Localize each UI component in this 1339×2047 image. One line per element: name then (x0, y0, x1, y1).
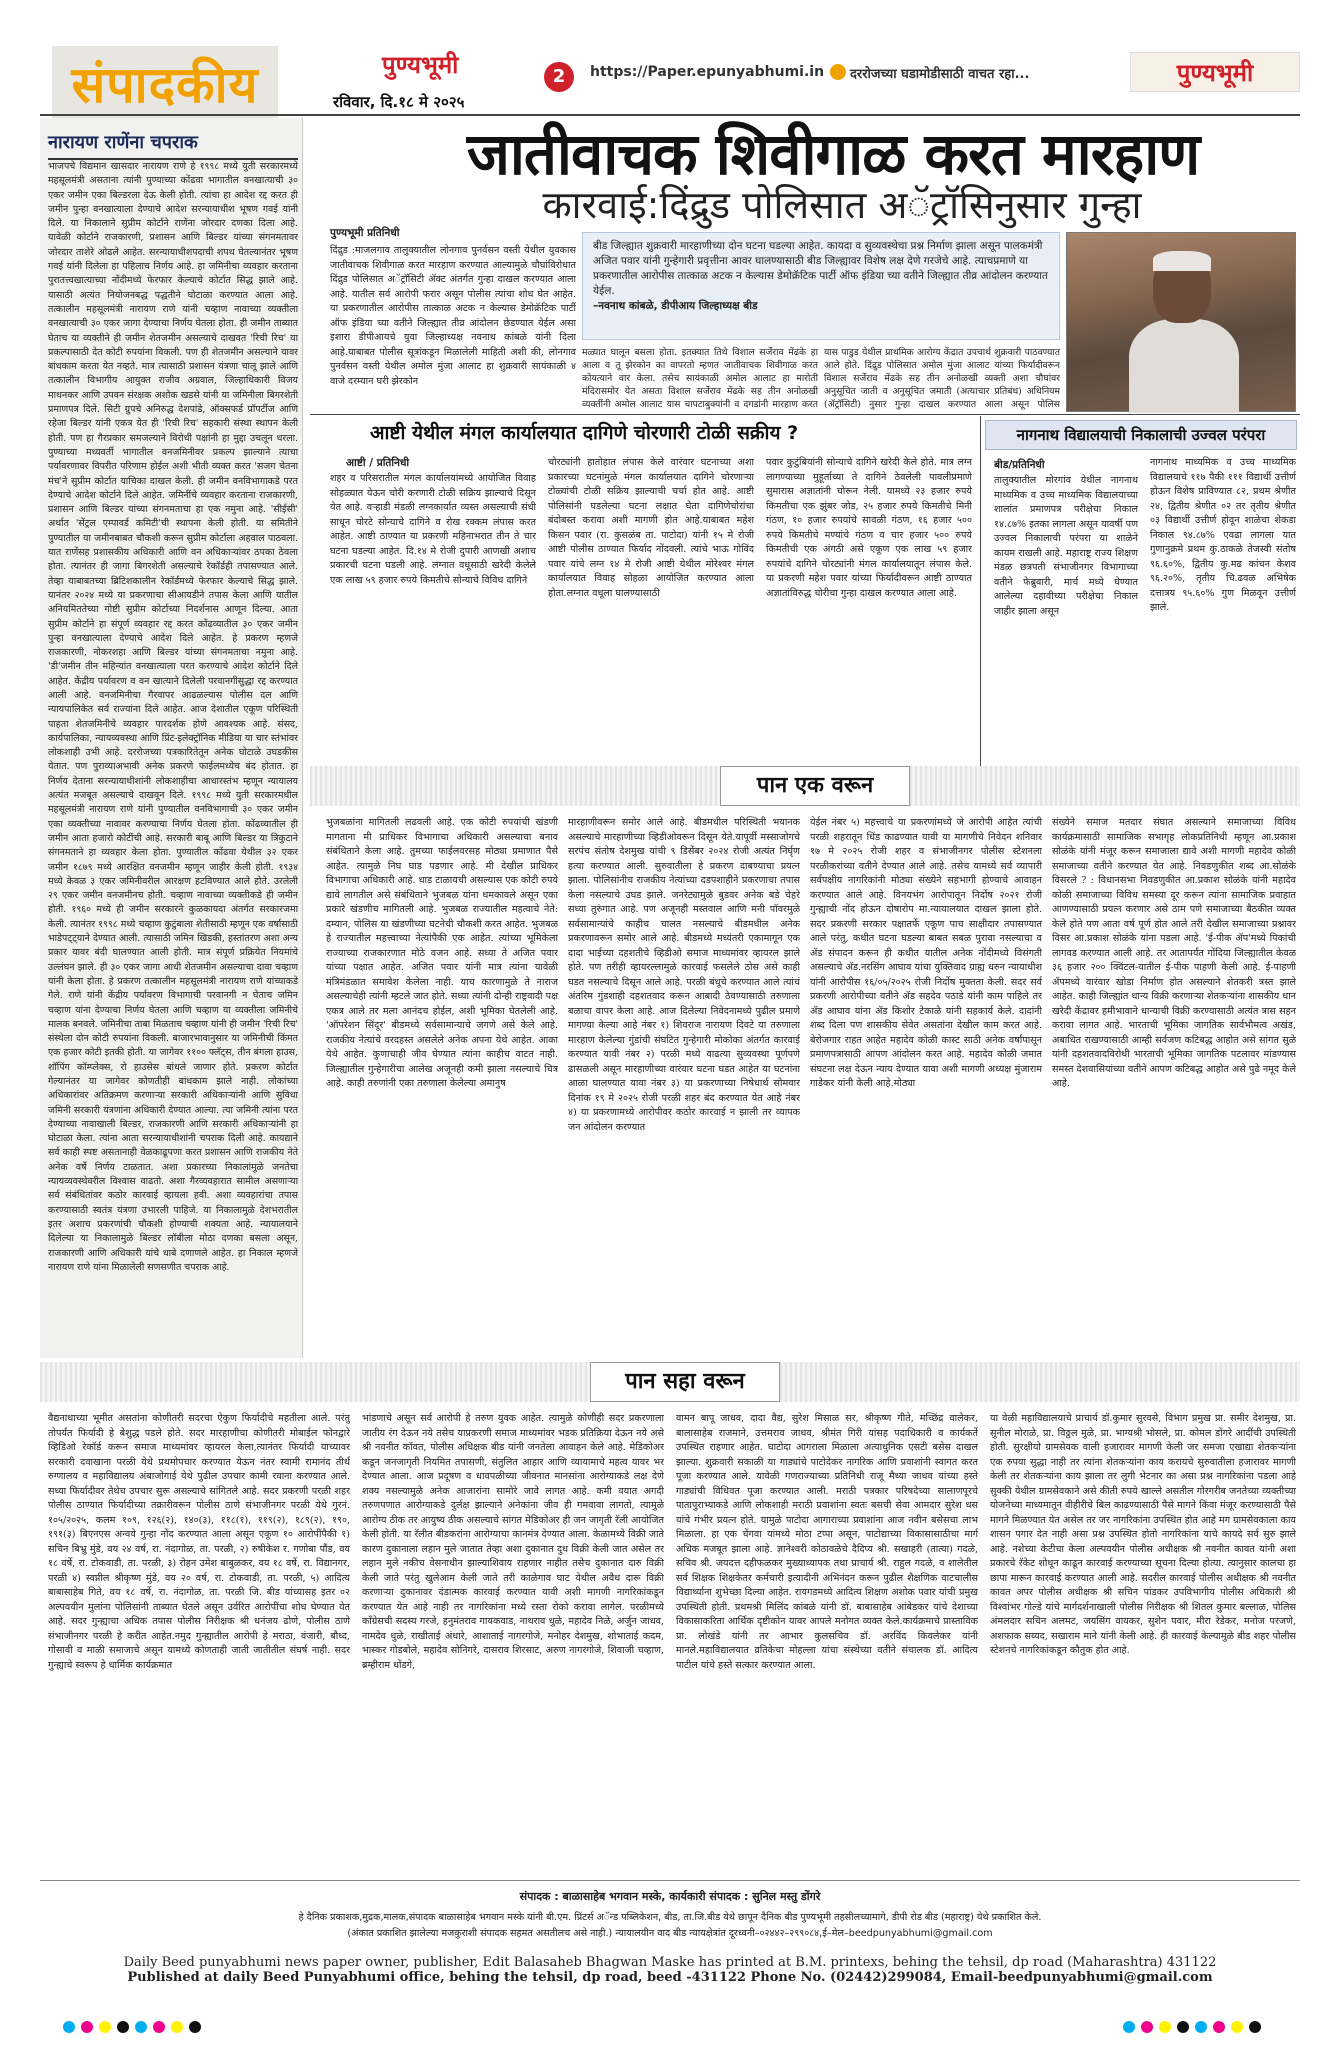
lead-byline: पुण्यभूमी प्रतिनिधी (330, 227, 400, 239)
story3-headline: नागनाथ विद्यालयाची निकालाची उज्वल परंपरा (985, 420, 1297, 450)
lead-subheadline: कारवाई:दिंद्रुड पोलिसात अॅट्रॉसिनुसार गुन्हा (542, 183, 1142, 227)
lead-highlight-box (582, 232, 1060, 340)
issue-date: रविवार, दि.१८ मे २०२५ (333, 93, 465, 111)
story3-col-2: नागनाथ माध्यमिक व उच्च माध्यमिक विद्यालयाचे ११७ पैकी १११ विद्यार्थी उत्तीर्ण होऊन विशेष प्राविण्यात ८२, प्रथम श्रेणीत २४, द्वितीय श्रेणीत ०२ तर तृतीय श्रेणीत ०३ विद्यार्थी उत्तीर्ण होवून शाळेचा शेकडा निकाल ९४.८७% एवढा लागला यात गुणानुक्रमे प्रथम कु.ठाकळे तेजस्वी संतोष ९६.६०%, द्वितीय कु.मढ कांचन केशव ९६.२०%, तृतीय चि.ढवळ अभिषेक दत्तात्रय ९५.६०% गुण मिळवून उत्तीर्ण झाले. (1150, 457, 1296, 613)
english-imprint-2: Published at daily Beed Punyabhumi office, behing the tehsil, dp road, beed -431122 Phone No. (02442)299084, Email-beedpunyabhumi@gmail.com (127, 1970, 1213, 1985)
story2-byline: आष्टी / प्रतिनिधी (346, 457, 410, 469)
jump1-col-4: संख्येने समाज मतदार संघात असल्याने समाजाच्या विविध कार्यक्रमासाठी सामाजिक सभागृह लोकप्रतिनिधी म्हणून आ.प्रकाश सोळंके यांनी मंजूर करून समाजाला द्यावे अशी मागणी महादेव कोळी समाजाच्या वतीने करण्यात येत आहे. निवडणुकीत शब्द आ.सोळंके विसरले ? : विधानसभा निवडणुकीत आ.प्रकाश सोळंके यांनी महादेव कोळी समाजाच्या विविध समस्या दूर करून त्यांना सामाजिक प्रवाहात आणण्यासाठी प्रयत्न करणार असे ठाम पणे समाजाच्या बैठकीत व्यक्त केले होते पण आता वर्ष पूर्ण होत आले तरी देखील समाजाच्या प्रश्नावर विसर आ.प्रकाश सोळंके यांना पडला आहे. 'ई-पीक ॲप'मध्ये पिकांची लागवड करण्यात आली आहे. तर आतापर्यंत गोंदिया जिल्ह्यातील केवळ ३६ हजार २०० क्विंटल-यातील ई-पीक पाहणी केली आहे. ई-पाहणी ॲपमध्ये वारंवार खोडा निर्माण होत असल्याने शेतकरी त्रस्त झाले आहेत. काही जिल्ह्यांत धान्य विक्री करणाऱ्या शेतकऱ्यांना शासकीय धान खरेदी केंद्रावर हमीभावाने धान्याची विक्री करण्यासाठी अत्यंत त्रास सहन करावा लागत आहे. भारताची भूमिका जागतिक सार्वभौमत्व अखंड, अबाधित राखण्यासाठी आम्ही सर्वजण कटिबद्ध आहोत असे सांगत सुळे यांनी दहशतवादविरोधी भारताची भूमिका जागतिक पटलावर मांडण्यास समस्त देशवासियांच्या वतीने आपण कटिबद्ध आहोत असे पुढे नमूद केले आहे. (1052, 817, 1296, 1089)
page-number: 2 (544, 62, 574, 92)
jump2-col-3: वामन बापू जाधव, दादा वैद्य, सुरेश मिसाळ सर, श्रीकृष्ण गीते, मच्छिंद्र वालेकर, बालासाहेब राजमाने, उत्तमराव जाधव, श्रीमंत गिरी यांसह पदाधिकारी व कार्यकर्ते उपस्थित राहणार आहेत. घाटोदा आगराला मिळाला अत्याधुनिक एसटी बसेस दाखल झाल्या. शुक्रवारी सकाळी या गाड्यांचे पाटोदेकर नागरिक आणि प्रवाशांनी स्वागत करत पूजा करण्यात आले. यावेळी गणराज्याच्या प्रतिनिधी राजू मैथ्या जाधव यांच्या हस्ते गाड्यांची विधिवत पूजा करण्यात आली. मराठी पत्रकार परिषदेच्या सालाणपूरचे पातापुराभ्याकडे आणि लोकशाही मराठी प्रवाशांना स्वतः बसची सेवा आमदार सुरेश धस यांचे गंभीर प्रयत्न होते. यामुळे पाटोदा आगाराच्या प्रवाशांना आज नवीन बसेसचा लाभ मिळाला. हा एक चेंगवा यांमध्ये मोठा टप्पा असून, पाटोद्याच्या विकासासाठीचा मार्ग अधिक मजबूत झाला आहे. ज्ञानेश्वरी कोठावळेचे दैदिप्य श्री. सखाहरी (तात्या) गदळे, सचिव श्री. जयदत्त दहीफळकर मुख्याध्यापक तथा प्राचार्य श्री. राहुल गदळे, व शालेतील सर्व शिक्षक शिक्षकेतर कर्मचारी इत्यादीनी अभिनंदन करून पुढील शैक्षणिक वाटचालीस विद्यार्थ्याना शुभेच्छा दिल्या आहेत. रायगडमध्ये आदित्य शिक्षण अशोक पवार यांची प्रमुख उपस्थिती होती. प्रथमश्री मिलिंद कांबळे यांनी डॉ. बाबासाहेब आंबेडकर यांचे देशाच्या विकासाकरिता आर्थिक दृष्टीकोन यावर आपले मनोगत व्यक्त केले.कार्यक्रमाचे प्रास्ताविक प्रा. लोखंडे यांनी तर आभार कुलसचिव डॉ. अरविंद किवलेकर यांनी मानले.महाविद्यालयात व्रतिकेचा मोहल्ला यांचा संस्थेच्या वतीने संचालक डॉ. आदित्य पाटील यांचे हस्ते सत्कार करण्यात आला. (676, 1413, 978, 1671)
story2-col-1: शहर व परिसरातील मंगल कार्यालयांमध्ये आयोजित विवाह सोहळ्यात येऊन चोरी करणारी टोळी सक्रिय झाल्याचे दिसून येत आहे. वऱ्हाडी मंडळी लग्नकार्यात व्यस्त असल्याची संधी साधून चोरटे सोन्याचे दागिने व रोख रक्कम लंपास करत आहेत. आष्टी ठाण्यात या प्रकरणी महिनाभरात तीन ते चार घटना घडल्या आहेत. दि.१४ मे रोजी दुपारी आणखी अशाच प्रकारची घटना घडली आहे. लग्नात वधूसाठी खरेदी केलेले एक लाख ५९ हजार रुपये किमतीचे सोन्याचे विविध दागिने (330, 473, 536, 586)
masthead-rule (40, 114, 1300, 116)
lead-col-3: यास पाडुड येथील प्राथमिक आरोग्य केंद्रात उपचार्थ शुक्रवारी पाठवण्यात आले होते. दिंद्रुड पोलिसात अमोल मुंजा आलाट यांच्या फिर्यादीवरून विशाल सर्जेराव मेंढके सह तीन अनोळखी व्यक्ती अशा चौघांवर अनुसूचित जाती व अनुसूचित जमाती (अत्याचार प्रतिबंध) अधिनियम (ॲट्रॉसिटी) नुसार गुन्हा दाखल करण्यात आला असून पोलिस (824, 347, 1060, 410)
jump1-col-3: येईल नंबर ५) महत्त्वाचे या प्रकरणांमध्ये जे आरोपी आहेत त्यांची परळी शहरातून धिंड काढण्यात यावी या मागणीचे निवेदन शनिवार १७ मे २०२५ रोजी शहर व संभाजीनगर पोलीस स्टेशनला परळीकरांच्या वतीने देण्यात आले आहे. तसेच यामध्ये सर्व व्यापारी सर्वपक्षीय नागरिकांनी मोठ्या संख्येने सहभागी होण्याचे आवाहन करण्यात आले आहे. विनयभंग आरोपातून निर्दोष २०२१ रोजी गुन्ह्याची नोंद होऊन दोषारोप मा.न्यायालयात दाखल झाला होते. सदर प्रकरणी सरकार पक्षातर्फे एकूण पाच साक्षीदार तपासण्यात आले परंतु, कथीत घटना घडल्या बाबत सबळ पुरावा नसल्याचा व ॲड संपादन करून ही कथीत यातील अनेक नोंदीमध्ये विसंगती असल्याचे ॲड.नरसिंग आघाव यांचा युक्तिवाद ग्राह्य धरुन न्यायाधीश यांनी आरोपीस १६/०५/२०२५ रोजी निर्दोष मुक्तता केली. सदर सर्व प्रकरणी आरोपीच्या वतीने ॲड सहदेव पठाडे यांनी काम पाहिले तर ॲड आघाव यांना ॲड किशोर टेकाळे यांनी सहकार्य केले. दादांनी शब्द दिला पण शासकीय सेवेत असतांना देखील काम करत आहे. बेरोजगार राहत आहेत महादेव कोळी कास्ट साठी अनेक वर्षांपासून प्रमाणपत्रासाठी आपण आंदोलन करत आहे. महादेव कोळी जमात संघटना लक्ष देऊन न्याय देण्यात यावा अशी मागणी अध्यक्ष मुंजाराम गाडेकर यांनी केली आहे.मोठ्या (810, 817, 1042, 1089)
lead-col-2: मळ्यात घालून बसला होता. इतक्यात तिथे विशाल सर्जेराव मेंढके हा आला व तू झेरकोन का वापरतो म्हणत जातीवाचक शिवीगाळ करत कोयत्याने वार केला. तसेच सायंकाळी अमोल आलाट हा मारोती मंदिरासमोर येत असता विशाल सर्जेराव मेंढके सह तीन अनोळखी व्यक्तींनी अमोल आलाट यास चापटाबुक्यांनी व दगडांनी मारहाण करत (582, 347, 818, 410)
highlight-signature: –नवनाथ कांबळे, डीपीआय जिल्हाध्यक्ष बीड (593, 300, 758, 312)
publisher-line: हे दैनिक प्रकाशक,मुद्रक,मालक,संपादक बाळासाहेब भगवान मस्के यांनी बी.एम. प्रिंटर्स अॅन्ड पब्लिकेशन, बीड, ता.जि.बीड येथे छापून दैनिक बीड पुण्यभूमी तहसीलच्यामागे, डीपी रोड बीड (महाराष्ट्र) येथे प्रकाशित केले. (298, 1912, 1042, 1923)
lead-col-1: दिंद्रुड :माजलगाव तालुक्यातील लोनगाव पुनर्वसन वस्ती येथील युवकास जातीवाचक शिवीगाळ करत मारहाण करण्यात आल्यामुळे चौघांविरोधात दिंद्रुड पोलिसात अॅट्रॉसिटी ॲक्ट अंतर्गत गुन्हा दाखल करण्यात आला आहे. यातील सर्व आरोपी फरार असून पोलीस त्यांचा शोध घेत आहेत. या प्रकरणातील आरोपीस तात्काळ अटक न केल्यास डेमोक्रॅटिक पार्टी ऑफ इंडिया च्या वतीने जिल्ह्यात तीव्र आंदोलन छेडण्यात येईल असा इशारा डीपीआयचे युवा जिल्हाध्यक्ष नवनाथ कांबळे यांनी दिला आहे.याबाबत पोलीस सूत्रांकडून मिळालेली माहिती अशी की, लोनगाव पुनर्वसन वस्ती येथील अमोल मुंजा आलाट हा शुक्रवारी सायंकाळी ४ वाजे दरम्यान घरी झेरकोन (330, 245, 576, 387)
lead-rule (310, 414, 1300, 415)
registration-marks-right (1120, 2018, 1264, 2037)
jump1-col-1: भुजबळांना मागितली लढवली आहे. एक कोटी रुपयांची खंडणी मागताना मी प्राधिकर विभागाचा अधिकारी असल्याचा बनाव संबंधिताने केला आहे. तुमच्या फाईलवरसह मोठ्या प्रमाणात पैसे आहेत. त्यामुळे निघ घाड पडणार आहे. मी देखील प्राधिकर विभागाचा अधिकारी आहे. धाड टाळायची असल्यास एक कोटी रुपये द्यावे लागतील असे संबंधिताने भुजबळ यांना धमकावले असून एका प्रकारे खंडणीच मागितली आहे. भुजबळ राज्यातील महत्वाचे नेते: दम्यान, पोलिस या खंडणीच्या घटनेची चौकशी करत आहेत. भुजबळ हे राज्यातील महत्त्वाच्या नेत्यांपैकी एक आहेत. त्यांच्या भूमिकेला राज्याच्या राजकारणात मोठे वजन आहे. सध्या ते अजित पवार यांच्या पक्षात आहेत. अजित पवार यांनी मात्र त्यांना यावेळी मंत्रिमंडळात समावेश केलेला नाही. याच कारणामुळे ते नाराज असल्याचेही त्यांनी म्हटले जात होते. सध्या त्यांनी दोन्ही राष्ट्रवादी पक्ष एकत्र आले तर मला आनंदच होईल, अशी भूमिका घेतलेली आहे. 'ऑपरेशन सिंदूर' बीडमध्ये सर्वसामान्याचे जगणे असे केले आहे. राजकीय नेत्यांचे वरदहस्त असलेले अनेक अपना येथे आहेत. आका येथे आहेत. कुणाचाही जीव घेण्यात त्यांना काहीच वाटत नाही. जिल्ह्यातील गुन्हेगारीचा आलेख अजूनही कमी झाला नसल्याचे चित्र आहे. काही तरुणांनी एका तरुणाला केलेल्या अमानुष (326, 817, 558, 1089)
imprint-footer (40, 1880, 1300, 2030)
registration-marks-left (60, 2018, 204, 2037)
continued-from-page-1: पान एक वरून (720, 766, 910, 806)
editorial-body: भाजपचे विद्यमान खासदार नारायण राणे हे १९९८ मध्ये युती सरकारमध्ये महसूलमंत्री असताना त्यांनी पुण्याच्या कोंढवा भागातील वनखात्याची ३० एकर जमीन एका बिल्डरला देऊ केली होती. त्यांचा हा आदेश रद्द करत ही जमीन पुन्हा वनखात्याला देण्याचे आदेश सरन्यायाधीश भूषण गवई यांनी दिले. या निकालाने सुप्रीम कोर्टाने राणेंना जोरदार दणका दिला आहे. यावेळी कोर्टाने राजकारणी, प्रशासन आणि बिल्डर यांच्या संगनमतावर जोरदार ताशेरे ओढले आहेत. सरन्यायाधीशपदाची शपथ घेतल्यानंतर भूषण गवई यांनी दिलेला हा पहिलाच निर्णय आहे. हा जमिनीचा व्यवहार करताना पुरातत्त्वखात्याच्या नोंदीमध्ये फेरफार केल्याचे कोर्टात सिद्ध झाले आहे. यासाठी अत्यंत नियोजनबद्ध पद्धतीने घोटाळा करण्यात आला आहे. तत्कालीन महसूलमंत्री नारायण राणे यांनी चव्हाण नावाच्या व्यक्तीला वनखात्याची ३० एकर जागा देण्याचा निर्णय घेतला होता. ही जमीन ताब्यात घेताच या व्यक्तीने ही जमीन शेतजमीन असल्याचे दाखवत 'रिची रिच' या प्रकल्पासाठी देत कोटी रुपयांना विकली. पण ही शेतजमीन असल्याने यावर बांधकाम करता येत नव्हते. मात्र त्यासाठी प्रशासन यंत्रणा चालू झाले आणि तत्कालीन विभागीय आयुक्त राजीव अग्रवाल, जिल्हाधिकारी विजय माथनकर आणि उपवन संरक्षक अशोक खडसे यांनी या जमिनीला बिगरशेती प्रमाणपत्र दिले. सिटी ग्रुपचे अनिरुद्ध देशपांडे, ऑक्सफर्ड प्रॉपर्टीज आणि रहेजा बिल्डर यांनी एकत्र येत ही 'रिची रिच' सहकारी संस्था स्थापन केली होती. पण हा गैरप्रकार समजल्याने विरोधी पक्षांनी हा मुद्दा उचलून धरला. पुण्याच्या मध्यवर्ती भागातील वनजमिनीवर प्रकल्प झाल्याने त्याचा पर्यावरणावर विपरीत परिणाम होईल अशी भीती व्यक्त करत 'सजग चेतना मंच'ने सुप्रीम कोर्टात याचिका दाखल केली. ही जमीन वनविभागाकडे परत देण्याचे आदेश कोर्टाने दिले आहेत. जमिनींचे व्यवहार करताना राजकारणी, प्रशासन आणि बिल्डर यांच्या संगनमताचा हा एक नमुना आहे. 'सीईसी' अर्थात 'सेंट्रल एम्पावर्ड कमिटी'ची स्थापना केली होती. या समितीने पुण्यातील या जमीनबाबत चौकशी करून सुप्रीम कोर्टाला अहवाल पाठवला. यात राणेंसह प्रशासकीय अधिकारी आणि वन अधिकाऱ्यांवर ठपका ठेवला होता. त्यानंतर ही जागा बिगरशेती असल्याचे रेकॉर्डही तपासण्यात आले. तेव्हा याबाबतच्या ब्रिटिशकालीन रेकॉर्डमध्ये फेरफार केल्याचे सिद्ध झाले. यानंतर २०२४ मध्ये या प्रकरणाचा सीआयडीने तपास केला आणि यातील अनियमिततेच्या गोष्टी सुप्रीम कोर्टाच्या निदर्शनास आणून दिल्या. आता सुप्रीम कोर्टाने हा संपूर्ण व्यवहार रद्द करत कोंढव्यातील ३० एकर जमीन पुन्हा वनखात्याला देण्याचे आदेश दिले आहेत. हे प्रकरण म्हणजे राजकारणी, नोकरशहा आणि बिल्डर यांच्या संगनमताचा नमुना आहे. 'डी'जमीन तीन महिन्यांत वनखात्याला परत करण्याचे आदेश कोर्टाने दिले आहेत. केंद्रीय पर्यावरण व वन खात्याने दिलेली परवानगीसुद्धा रद्द करण्यात आली आहे. वनजमिनीचा गैरवापर आढळल्यास पोलीस दल आणि न्यायपालिकेत सर्व राज्यांना दिले आहेत. आज देशातील एकूण परिस्थिती पाहता शेतजमिनीचे व्यवहार पारदर्शक होणे आवश्यक आहे. संसद, कार्यपालिका, न्यायव्यवस्था आणि प्रिंट-इलेक्ट्रॉनिक मीडिया या चार स्तंभांवर लोकशाही उभी आहे. दररोजच्या पत्रकारितेतून अनेक घोटाळे उघडकीस येतात. पण पुराव्याअभावी अनेक प्रकरणे फाईलमध्येच बंद होतात. हा निर्णय देताना सरन्यायाधीशांनी लोकशाहीचा आधारस्तंभ म्हणून न्यायालय अत्यंत मजबूत असल्याचे दाखवून दिले. १९९८ मध्ये युती सरकारमधील महसूलमंत्री नारायण राणे यांनी पुण्यातील वनविभागाची ३० एकर जमीन एका व्यक्तीच्या नावावर करण्याचा निर्णय घेतला होता. कोंढव्यातील ही जमीन आता हजारो कोटींची आहे. सरकारी बाबू आणि बिल्डर या त्रिकुटाने संगनमताने हा व्यवहार केला होता. पुण्यातील कोंढवा येथील ३२ एकर जमीन १८७९ मध्ये आरक्षित वनजमीन म्हणून जाहीर केली होती. १९३४ मध्ये केवळ ३ एकर जमिनीवरील आरक्षण हटविण्यात आले होते. उरलेली २९ एकर जमीन वनजमीनच होती. चव्हाण नावाच्या व्यक्तीकडे ही जमीन होती. १९६० मध्ये ही जमीन सरकारने कुळकायदा अंतर्गत सरकारजमा केली. त्यानंतर १९९८ मध्ये चव्हाण कुटुंबाला शेतीसाठी म्हणून एक वर्षासाठी भाडेपट्ट्याने देण्यात आली. त्यासाठी जमिन खिडकी, हस्तांतरण अशा अन्य प्रकार यावर बंदी घालण्यात आली होती. मात्र संपूर्ण प्रक्रियेत नियमांचे उल्लंघन झाले. ही ३० एकर जागा आधी शेतजमीन असल्याचा दावा चव्हाण यांनी केला होता. हे प्रकरण तत्कालीन महसूलमंत्री नारायण राणे यांच्याकडे गेले. राणे यांनी केंद्रीय पर्यावरण विभागाची परवानगी न घेताच जमिन चव्हाण यांना देण्याचा निर्णय घेतला आणि चव्हाण या व्यक्तीला जमिनीचे मालक बनवले. जमिनीचा ताबा मिळताच चव्हाण यांनी ही जमीन 'रिची रिच' संस्थेला दोन कोटी रुपयांना विकली. बाजारभावानुसार या जमिनीची किंमत एक हजार कोटी इतकी होती. या जागेवर ११०० फ्लॅट्स, तीन बंगला हाउस, शॉपिंग कॉम्प्लेक्स, रो हाउसेस बांधले जाणार होते. प्रकरण कोर्टात गेल्यानंतर या जागेवर कोणतीही बांधकाम झाले नाही. लोकांच्या अधिकारांवर अतिक्रमण करणाऱ्या सरकारी अधिकाऱ्यांनी आणि सुविधा जमिनी सरकारी यंत्रणांना अधिकारी देण्यात आल्या. त्या जमिनी त्यांना परत देण्याच्या नावाखाली बिल्डर, राजकारणी आणि सरकारी अधिकाऱ्यांनी हा घोटाळा केला. त्यांना आता सरन्यायाधीशांनी चपराक दिली आहे. कायद्याने सर्व काही स्पष्ट असतानाही वेळकाढूपणा करत प्रशासन आणि राजकीय नेते अनेक वर्षे निर्णय टाळतात. अशा प्रकारच्या निकालांमुळे जनतेचा न्यायव्यवस्थेवरील विश्वास वाढतो. अशा गैरव्यवहारात सामील असणाऱ्या सर्व संबंधितांवर कठोर कारवाई व्हायला हवी. अशा व्यवहारांचा तपास करण्यासाठी स्वतंत्र यंत्रणा उभारली पाहिजे. या निकालामुळे देशभरातील इतर अशाच प्रकरणांची चौकशी होण्याची शक्यता आहे. न्यायालयाने दिलेल्या या निकालामुळे बिल्डर लॉबीला मोठा दणका बसला असून, राजकारणी आणि अधिकारी यांचे धाबे दणाणले आहेत. हा निकाल म्हणजे नारायण राणे यांना मिळालेली सणसणीत चपराक आहे. (48, 161, 298, 1273)
story2-col-2: चोरट्यांनी हातोहात लंपास केले वारंवार घटनाच्या अशा प्रकारच्या घटनांमुळे मंगल कार्यालयात दागिने चोरणाऱ्या टोळ्यांची टोळी सक्रिय झाल्याची चर्चा होत आहे. आष्टी पोलिसांनी घडलेल्या घटना लक्षात घेता दागिणेचोरांचा बंदोबस्त करावा अशी मागणी होत आहे.याबाबत महेश किसन पवार (रा. कुसळंब ता. पाटोदा) यांनी १५ मे रोजी आष्टी पोलीस ठाण्यात फिर्याद नोंदवली. त्यांचे भाऊ गोविंद पवार यांचे लग्न १४ मे रोजी आष्टी येथील मोरेश्वर मंगल कार्यालयात विवाह सोहळा आयोजित करण्यात आला होता.लग्नात वधूला घालण्यासाठी (548, 457, 754, 599)
disclaimer-line: (अंकात प्रकाशित झालेल्या मजकुराशी संपादक सहमत असतीलच असे नाही.) न्यायालयीन वाद बीड न्यायक्षेत्रांत दूरध्वनी–०२४४२–२९९०८४,ई–मेल–beedpunyabhumi@gmail.com (347, 1928, 993, 1939)
tagline: दररोजच्या घडामोडीसाठी वाचत रहा... (850, 67, 1030, 82)
story3-col-1: तालुक्यातील मोरगांव येथील नागनाथ माध्यमिक व उच्च माध्यमिक विद्यालयाच्या शालांत प्रमाणपत्र परीक्षेचा निकाल १४.८७% इतका लागला असून यावर्षी पण उज्वल निकालाची परंपरा या शाळेने कायम राखली आहे. महाराष्ट्र राज्य शिक्षण मंडळ छत्रपती संभाजीनगर विभागाच्या वतीने फेब्रुवारी, मार्च मध्ये घेण्यात आलेल्या दहावीच्या परीक्षेचा निकाल जाहीर झाला असून (994, 475, 1138, 617)
jump2-col-4: या वेळी महाविद्यालयाचे प्राचार्य डॉ.कुमार सुरवसे, विभाग प्रमुख प्रा. समीर देशमुख, प्रा. सुनील मोराळे, प्रा. विठ्ठल मुळे, प्रा. भाग्यश्री भोसले, प्रा. कोमल डोंगरे आदींची उपस्थिती होती. सुरक्षीयो ग्रामसेवक वाली हजारावर मागणी केली जर समजा एखाद्या शेतकऱ्यांना एक रुपया सुद्धा नाही तर त्यांना शेतकऱ्यांना काय करायचे सुरुवातीला हजारावर मागणी केली तर शेतकऱ्यांना काय झाला तर लुगी भेटनार का असा प्रश्न नागरिकांना पडला आहे सुक्की येथील ग्रामसेवकाने असे कीती रुपये खाल्ले असतील गोरगरीब जनतेच्या व्यक्तीच्या योजनेच्या माध्यमातून वीहीरीचे बिल काढण्यासाठी पैसे मागने किंवा मंजूर करण्यासाठी पैसे मागने मिळण्यात येत असेल तर जर नागरिकांना उपस्थित होत आहे मग ग्रामसेवकाला काय शासन पगार देत नाही असा प्रश्न उपस्थित होतो नागरिकांना याचे कायदे सर्व सुरु झाले आहे. नशेच्या केटीचा केला अल्पवयीन पोलीस अधीक्षक श्री नवनीत कावत यांनी अशा प्रकारचे रॅकेट शोधून काढून कारवाई करण्याच्या सूचना दिल्या होत्या. त्यानुसार कालचा हा छापा मारून कारवाई करण्यात आली आहे. सदरील कारवाई पोलीस अधीक्षक श्री नवनीत कावत अपर पोलीस अधीक्षक श्री सचिन पांडकर उपविभागीय पोलीस अधिकारी श्री विश्वांभर गोल्डे यांचे मार्गदर्शनाखाली पोलीस निरीक्षक श्री शितल कुमार बल्लाळ, पोलिस अंमलदार सचिन अलमट, जयसिंग वायकर, सुशेन पवार, मीरा रेडेकर, मनोज परजणे, अशफाक सय्यद, सखाराम माने यांनी केली आहे. ही कारवाई केल्यामुळे बीड शहर पोलीस स्टेशनचे नागरिकांकडून कौतुक होत आहे. (990, 1413, 1296, 1656)
newspaper-logo: पुण्यभूमी (382, 51, 459, 79)
continued-from-page-6: पान सहा वरून (590, 1362, 780, 1402)
editorial-title: नारायण राणेंना चपराक (48, 130, 298, 160)
site-url[interactable]: https://Paper.epunyabhumi.in (590, 64, 825, 80)
newspaper-logo-right: पुण्यभूमी (1130, 52, 1300, 92)
lead-headline: जातीवाचक शिवीगाळ करत मारहाण (466, 120, 1200, 188)
jump1-col-2: मारहाणीवरून समोर आले आहे. बीडमधील परिस्थिती भयानक असल्याचे मारहाणीच्या व्हिडीओवरून दिसून येते.यापूर्वी मस्साजोगचे सरपंच संतोष देशमुख यांची ९ डिसेंबर २०२४ रोजी अत्यंत निर्घृण हत्या करण्यात आली. सुरुवातीला हे प्रकरण दाबण्याचा प्रयत्न झाला. पोलिसांनीच राजकीय नेत्यांच्या दडपशाहीने प्रकरणाचा तपास केला नसल्याचे उघड झाले. जनरेट्यामुळे बुडवर अनेक बडे चेहरे सध्या तुरुंगात आहे. पण अजूनही मस्तवाल आणि मनी पॉवरमुळे सर्वसामान्यांचे काहीच चालत नसल्याचे बीडमधील अनेक प्रकरणावरून समोर आले आहे. बीडमध्ये मध्यंतरी एकामागून एक दादा भाईच्या दहशतीचे व्हिडीओ समाज माध्यमांवर व्हायरल झाले होते. पण तरीही व्हायरल्लामुळे कारवाई फसलेले ठोस असे काही घडत नसल्याचे दिसून आले आहे. परळी बंधूचे करण्यात आले त्यांचं अंतरिम गुंडशाही दहशतवाद करून आबादी ठेवण्यासाठी तरुणाला बळाचा वापर केला आहे. आज दिलेल्या निवेदनामध्ये पुढील प्रमाणे मागण्या केल्या आहे नंबर १) शिवराज नारायण दिवटे या तरुणाला मारहाण केलेल्या गुंडांची संघटित गुन्हेगारी मोकोका अंतर्गत कारवाई करण्यात यावी नंबर २) परळी मध्ये वाढत्या सुव्यवस्था पूर्णपणे ढासळली असून मारहाणीच्या वारंवार घटना घडत आहेत या घटनांना आळा घालण्यात यावा नंबर ३) या प्रकरणाच्या निषेधार्थ सोमवार दिनांक १९ मे २०२५ रोजी परळी शहर बंद करण्यात येत आहे नंबर ४) या प्रकरणामध्ये आरोपीवर कठोर कारवाई न झाली तर व्यापक जन आंदोलन करण्यात (568, 817, 800, 1133)
victim-photo (1066, 232, 1296, 412)
jump2-col-2: भांडणाचे असून सर्व आरोपी हे तरुण युवक आहेत. त्यामुळे कोणीही सदर प्रकरणाला जातीय रंग देऊन नये तसेच याप्रकरणी समाज माध्यमांवर भडक प्रतिक्रिया देऊन नये असे श्री नवनीत कॉवत, पोलीस अधिक्षक बीड यांनी जनतेला आवाहन केले आहे. मेडिकोअर कडून जनजागृती नियमित तपासणी, संतुलित आहार आणि व्यायामाचे महत्व यावर भर देण्यात आला. आज प्रदूषण व धावपळीच्या जीवनात मानसांना आरोग्याकडे लक्ष देणे शक्य नसल्यामुळे अनेक आजारांना सामोरे जावे लागत आहे. कमी वयात अगदी तरुणपणात आरोग्याकडे दुर्लक्ष झाल्याने अनेकांना जीव ही गमवावा लागतो, त्यामुळे आरोग्य ठीक तर आयुष्य ठीक असल्याचे सांगत मेडिकोअर ही जन जागृती रॅली आयोजित केली होती. या रॅलीत बीडकरांना आरोग्याचा कानमंत्र देण्यात आला. केळामध्ये विक्री जाते कारण दुकानाला लहान मुले जातात तेव्हा अशा दुकानात दुध विक्री केली जात असेल तर लहान मुले नकीच वेसनाधीन झाल्याशिवाय राहणार नाहीत तसेच दुकानात दारु विक्री केली जाते परंतु खुलेआम केली जाते तरी काळेगाव घाट येथील अवैध दारू विक्री करणाऱ्या दुकानावर दंडात्मक कारवाई करण्यात यावी अशी मागणी नागरिकांकडून करण्यात येत आहे नाही तर नागरिकांना मध्ये रस्ता रोको करावा लागेल. परळीमध्ये काँग्रेसची सदस्य गरजे, हनुमंतराव गायकवाड, नाथराव धुळे, महादेव निळे, अर्जुन जाधव, नामदेव धुळे, राखीताई अंधारे, आशाताई नागरगोजे, मनोहर देशमुख, शोभाताई कदम, भास्कर गोडबोले, महादेव सोनिगरे, दासराव शिरसाट, अरुण नागरगोजे, शिवाजी चव्हाण, ब्रम्हीराम धोंडगे, (362, 1413, 664, 1671)
section-banner: संपादकीय (52, 46, 278, 124)
highlight-text: बीड जिल्ह्यात शुक्रवारी मारहाणीच्या दोन घटना घडल्या आहेत. कायदा व सुव्यवस्थेचा प्रश्न निर्माण झाला असून पालकमंत्री अजित पवार यांनी गुन्हेगारी प्रवृत्तीना आवर घालण्यासाठी बीड जिल्ह्यावर विशेष लक्ष देणे गरजेचे आहे. त्याचप्रमाणे या प्रकरणातील आरोपीस तात्काळ अटक न केल्यास डेमोक्रॅटिक पार्टी ऑफ इंडिया च्या वतीने जिल्ह्यात तीव्र आंदोलन करण्यात येईल. (593, 240, 1048, 297)
story2-col-3: पवार कुटुंबियांनी सोन्याचे दागिने खरेदी केले होते. मात्र लग्न लागण्याच्या मुहूर्ताच्या ते दागिने ठेवलेली पावलीप्रमाणे सुमारास अज्ञातांनी चोरून नेली. यामध्ये २३ हजार रुपये किमतीचा एक झुंबर जोड, २५ हजार रुपये किमतीचे मिनी गंठण, १० हजार रुपयांचे सावळी गंठण, १६ हजार ५०० रुपये किमतीचे मण्यांचे गंठण व चार हजार ५०० रुपये किमतीची एक अंगठी असे एकूण एक लाख ५९ हजार रुपयांचे दागिने चोरट्यांनी मंगल कार्यालयातून लंपास केले. या प्रकरणी महेश पवार यांच्या फिर्यादीवरून आष्टी ठाण्यात अज्ञातांविरुद्ध चोरीचा गुन्हा दाखल करण्यात आला आहे. (766, 457, 972, 599)
story3-rule (980, 416, 981, 768)
story3-byline: बीड/प्रतिनिधी (994, 459, 1045, 471)
story2-headline: आष्टी येथील मंगल कार्यालयात दागिणे चोरणारी टोळी सक्रीय ? (370, 422, 799, 444)
tagline-bullet-icon (830, 64, 846, 80)
english-imprint-1: Daily Beed punyabhumi news paper owner, publisher, Edit Balasaheb Bhagwan Maske has printed at B.M. printexs, behing the tehsil, dp road (Maharashtra) 431122 (123, 1955, 1217, 1970)
jump2-col-1: वैद्यनाथाच्या भूमीत असतांना कोणीतरी सदरचा ऐकुण फिर्यादीचे महतीला आले. परंतु तोपर्यंत फिर्यादी हे बेशुद्ध पडले होते. सदर मारहाणीचा कोणीतरी मोबाईल फोनद्वारे व्हिडिओ रेकॉर्ड करून समाज माध्यमांवर व्हायरल केला,त्यानंतर फिर्यादी याच्यावर सरकारी दवाखाना परळी येथे प्रथमोपचार करण्यात येऊन नंतर स्वामी रामानंद तीर्थ रुग्णालय व महाविद्यालय अंबाजोगाई येथे पुढील उपचार कामी रवाना करण्यात आले. सध्या फिर्यादीवर तेथेच उपचार सुरू असल्याचे सांगितले आहे. सदर प्रकरणी परळी शहर पोलीस ठाण्यात फिर्यादीच्या तक्रारीवरून पोलीस ठाणे संभाजीनगर परळी येथे गुरनं. १०५/२०२५, कलम १०९, १२६(२), १४०(३), ११८(१), ११९(२), १८९(२), १९०, १९१(३) बिएनएस अन्वये गुन्हा नोंद करण्यात आला असून एकूण १० आरोपींपैकी १) सचिन बिभ्रु मुंडे, वय २४ वर्ष, रा. नंदागोळ, ता. परळी, २) रुषीकेश र. गणोबा पौंड, वय १८ वर्षे, रा. टोकवाडी, ता. परळी, ३) रोहन उमेश बाबुळकर, वय १८ वर्षे, रा. विद्यानगर, परळी ४) स्वप्नील श्रीकृष्ण मुंडे, वय २० वर्ष, रा. टोकवाडी, ता. परळी, ५) आदित्य बाबासाहेब गिते, वय १८ वर्षे, रा. नंदागोळ, ता. परळी जि. बीड यांच्यासह इतर ०२ अल्पवयीन मुलांना पोलिसांनी ताब्यात घेतले असून उर्वरित आरोपींचा शोध घेण्यात येत आहे. सदर गुन्ह्याचा अधिक तपास पोलीस निरीक्षक श्री धनंजय ढोणे, पोलीस ठाणे संभाजीनगर परळी हे करीत आहेत.नमुद गुन्ह्यातील आरोपी हे मराठा, वंजारी, बौध्द, गोसावी व माळी समाजाचे असून यामध्ये कोणताही जाती जातीतील संघर्ष नाही. सदर गुन्ह्याचे स्वरूप हे धार्मिक कार्यक्रमात (48, 1413, 350, 1671)
editor-line: संपादक : बाळासाहेब भगवान मस्के, कार्यकारी संपादक : सुनिल मस्तु डोंगरे (519, 1890, 821, 1903)
